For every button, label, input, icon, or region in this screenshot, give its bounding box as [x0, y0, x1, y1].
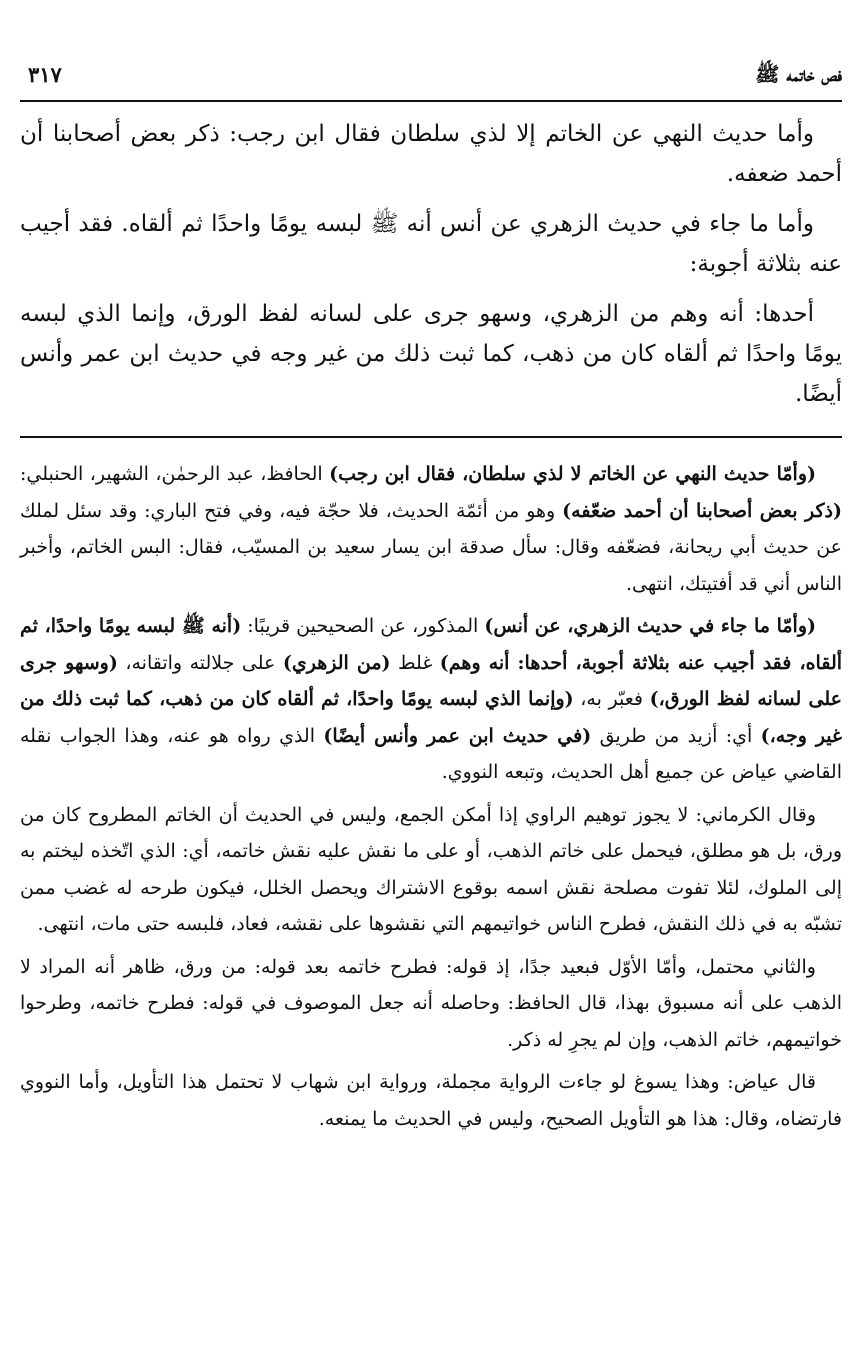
- quoted-text: (وسهو جرى على لسانه لفظ الورق،): [20, 651, 842, 710]
- quoted-text: (من الزهري): [282, 651, 391, 674]
- quoted-text: (في حديث ابن عمر وأنس أيضًا): [323, 724, 592, 747]
- main-paragraph-1: وأما حديث النهي عن الخاتم إلا لذي سلطان فقال ابن رجب: ذكر بعض أصحابنا أن أحمد ضعفه.: [20, 121, 842, 187]
- page-header: [20, 48, 842, 102]
- quoted-text: (وإنما الذي لبسه يومًا واحدًا، ثم ألقاه كان من ذهب، كما ثبت ذلك من غير وجه،): [20, 688, 842, 747]
- quoted-text: (ذكر بعض أصحابنا أن أحمد ضعّفه): [562, 499, 842, 522]
- quoted-text: (وأمّا حديث النهي عن الخاتم لا لذي سلطان، فقال ابن رجب): [329, 463, 816, 485]
- running-title: فص خاتمه ﷺ: [755, 62, 842, 86]
- commentary-text-span: الذي رواه هو عنه، وهذا الجواب نقله القاضي عياض عن جميع أهل الحديث، وتبعه النووي.: [20, 724, 842, 783]
- commentary-text-span: وهو من أئمّة الحديث، فلا حجّة فيه، وفي فتح الباري: وقد سئل لملك عن حديث أبي ريحانة، فضعّفه وقال: سأل صدقة ابن يسار سعيد بن المسيّب، فقال: البس الخاتم، وأخبر الناس أني قد أفتيتك، انتهى.: [20, 499, 842, 595]
- commentary-text-span: على جلالته واتقانه،: [117, 651, 283, 674]
- section-divider: [20, 436, 842, 438]
- page-number: ٣١٧: [28, 62, 62, 87]
- commentary-text-span: الحافظ، عبد الرحمٰن، الشهير، الحنبلي:: [20, 463, 330, 485]
- commentary-paragraph-5: قال عياض: وهذا يسوغ لو جاءت الرواية مجملة، ورواية ابن شهاب لا تحتمل هذا التأويل، وأما النووي فارتضاه، وقال: هذا هو التأويل الصحيح، وليس في الحديث ما يمنعه.: [20, 1071, 842, 1130]
- main-paragraph-2: وأما ما جاء في حديث الزهري عن أنس أنه ﷺ لبسه يومًا واحدًا ثم ألقاه. فقد أجيب عنه بثلاثة أجوبة:: [20, 211, 842, 277]
- commentary-text: [20, 456, 842, 1137]
- commentary-paragraph-2: [20, 608, 842, 791]
- commentary-text-span: فعبّر به،: [573, 688, 650, 710]
- main-paragraph-3: أحدها: أنه وهم من الزهري، وسهو جرى على لسانه لفظ الورق، وإنما الذي لبسه يومًا واحدًا ثم ألقاه كان من ذهب، كما ثبت ذلك من غير وجه في حديث ابن عمر وأنس أيضًا.: [20, 301, 842, 407]
- commentary-paragraph-3: وقال الكرماني: لا يجوز توهيم الراوي إذا أمكن الجمع، وليس في الحديث أن الخاتم المطروح كان من ورق، بل هو مطلق، فيحمل على خاتم الذهب، أو على ما نقش عليه نقش خاتمه، أي: الذي اتّخذه ليختم به إلى الملوك، لئلا تفوت مصلحة نقش اسمه بوقوع الاشتراك ويحصل الخلل، فيكون طرحه له غضب ممن تشبّه به في ذلك النقش، فطرح الناس خواتيمهم التي نقشوها على نقشه، فعاد، فلبسه حتى مات، انتهى.: [20, 803, 842, 935]
- commentary-text-span: المذكور، عن الصحيحين قريبًا:: [241, 615, 485, 637]
- quoted-text: (وأمّا ما جاء في حديث الزهري، عن أنس): [484, 615, 817, 637]
- commentary-text-span: أي: أزيد من طريق: [591, 724, 761, 747]
- quoted-text: (أنه ﷺ لبسه يومًا واحدًا، ثم ألقاه، فقد أجيب عنه بثلاثة أجوبة، أحدها: أنه وهم): [20, 615, 843, 674]
- book-page: [20, 48, 842, 1143]
- commentary-text-span: غلط: [390, 651, 440, 674]
- main-text: [20, 114, 842, 414]
- commentary-paragraph-4: والثاني محتمل، وأمّا الأوّل فبعيد جدًا، إذ قوله: فطرح خاتمه بعد قوله: من ورق، ظاهر أنه المراد لا الذهب على أنه مسبوق بهذا، قال الحافظ: وحاصله أنه جعل الموصوف في قوله: فطرح خاتمه، وطرحوا خواتيمهم، خاتم الذهب، وإن لم يجرِ له ذكر.: [20, 955, 842, 1051]
- commentary-paragraph-1: [20, 456, 842, 602]
